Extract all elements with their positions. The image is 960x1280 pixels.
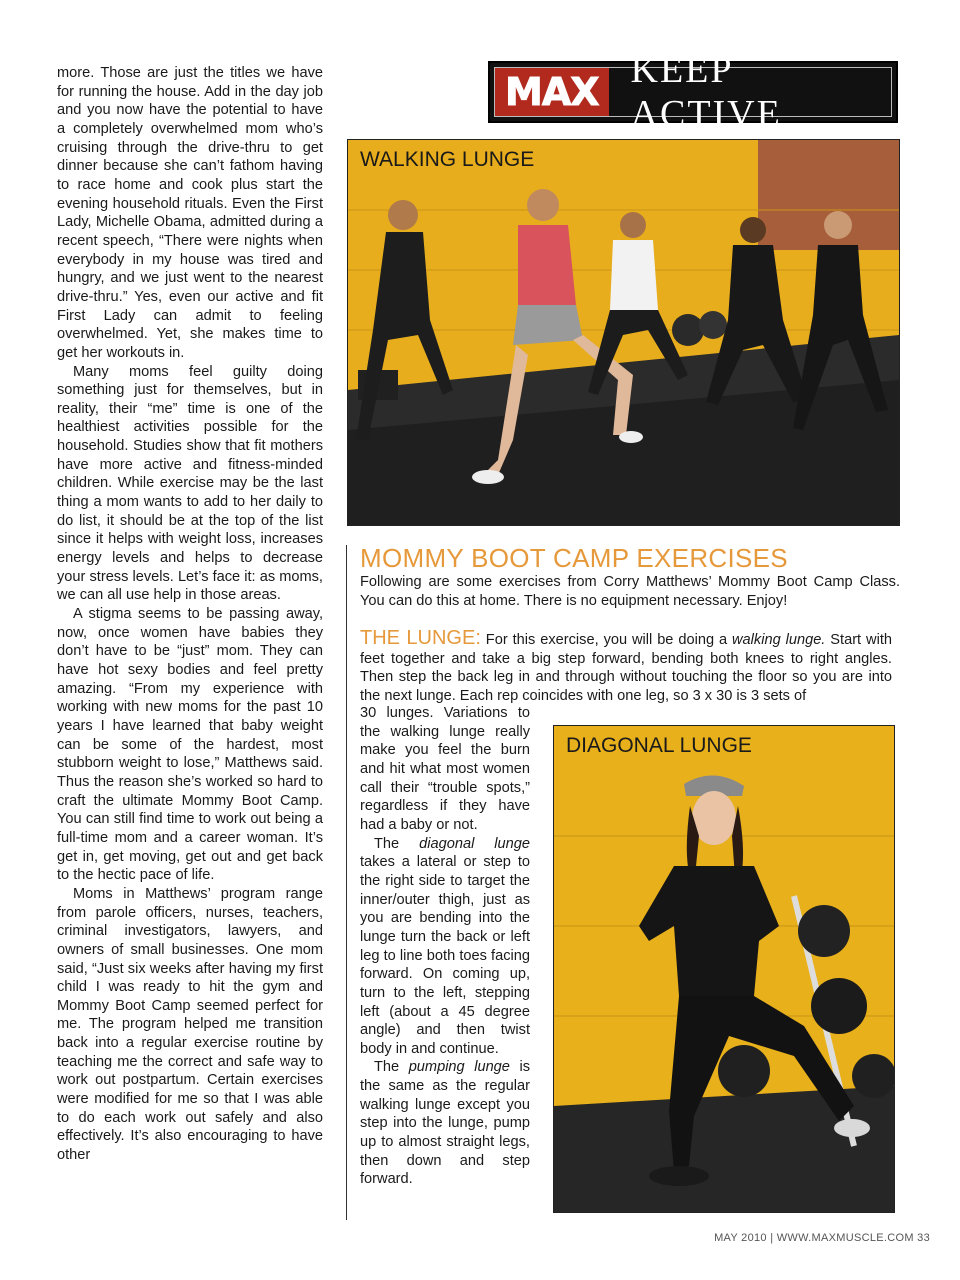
text: The: [374, 1059, 409, 1076]
walking-lunge-illustration: [348, 140, 899, 525]
lunge-heading: THE LUNGE:: [360, 627, 481, 649]
diagonal-lunge-illustration: [554, 726, 894, 1212]
paragraph: A stigma seems to be passing away, now, once women have babies they don’t have to be “just” mom. They can have hot sexy bodies and feel pretty amazing. “From my experience with working with new moms for the past 10 years I have learned that baby weight can be some of the hardest, most stubborn weight to lose,” Matthews said. Thus the reason she’s worked so hard to craft the ultimate Mommy Boot Camp. You can still find time to work out being a full-time mom and a career woman. It’s get in, get moving, get out and get back to the hectic pace of life.: [57, 606, 323, 884]
lunge-text: Start with feet together and take a big step forward, bending both knees to right angles. Then step the back leg in and through without touching the floor so you are into the next lunge. Each rep coincides with one leg, so 3 x 30 is 3 sets of: [360, 632, 892, 704]
text: takes a lateral or step to the right side to target the inner/outer thigh, just as you are bending into the lunge turn the back or left leg to line both toes facing forward. On coming up, turn to the left, stepping left (about a 45 degree angle) and then twist body in and continue.: [360, 854, 530, 1057]
emphasis: diagonal lunge: [419, 835, 530, 852]
page-footer: MAY 2010 | WWW.MAXMUSCLE.COM 33: [714, 1232, 930, 1244]
column-divider: [346, 545, 347, 1220]
text: The: [374, 835, 420, 852]
paragraph: 30 lunges. Variations to the walking lunge really make you feel the burn and hit what most women call their “trouble spots,” regardless if they have had a baby or not.: [360, 705, 530, 833]
photo-caption: WALKING LUNGE: [360, 148, 535, 171]
intro-paragraph: Following are some exercises from Corry Matthews’ Mommy Boot Camp Class. You can do this at home. There is no equipment necessary. Enjoy!: [360, 574, 900, 609]
diagonal-lunge-photo: [553, 725, 895, 1213]
section-banner: [488, 49, 898, 135]
paragraph: more. Those are just the titles we have for running the house. Add in the day job and you now have the potential to have a completely overwhelmed mom who’s cruising through the drive-thru to get dinner because she can’t fathom having to race home and cook plus start the evening household rituals. Even the First Lady, Michelle Obama, admitted during a recent speech, “There were nights when everybody in my house was tired and hungry, and we just went to the nearest drive-thru.” Yes, even our active and fit First Lady can admit to feeling overwhelmed. Yet, she makes time to get her workouts in.: [57, 65, 323, 361]
banner-frame: [494, 49, 892, 135]
section-title: KEEP ACTIVE: [630, 49, 782, 135]
lunge-text: For this exercise, you will be doing a: [480, 632, 733, 648]
left-column-text: [57, 64, 323, 1165]
lunge-emphasis: walking lunge.: [732, 632, 826, 648]
middle-column-text: [360, 704, 530, 1189]
article-title: MOMMY BOOT CAMP EXERCISES: [360, 543, 788, 573]
paragraph: Moms in Matthews’ program range from parole officers, nurses, teachers, criminal investigators, lawyers, and owners of small businesses. One mom said, “Just six weeks after having my first child I was ready to hit the gym and Mommy Boot Camp seemed perfect for me. The program helped me transition back into a regular exercise routine by teaching me the correct and safe way to work out postpartum. Certain exercises were modified for me so that I was able to do each work out safely and also effectively. It’s also encouraging to have other: [57, 885, 323, 1164]
photo-caption: DIAGONAL LUNGE: [566, 734, 752, 757]
paragraph: Many moms feel guilty doing something just for themselves, but in reality, their “me” time is one of the healthiest activities possible for the household. Studies show that fit mothers have more active and fitness-minded children. While exercise may be the last thing a mom wants to add to her daily to do list, it should be at the top of the list since it helps with weight loss, increases energy levels and helps to decrease your stress levels. Let’s face it: as moms, we can all use help in those areas.: [57, 363, 323, 604]
walking-lunge-photo: [347, 139, 900, 526]
max-logo: MAX: [495, 68, 609, 116]
paragraph: [360, 835, 530, 1059]
paragraph: [360, 1058, 530, 1189]
emphasis: pumping lunge: [408, 1059, 510, 1076]
text: is the same as the regular walking lunge except you step into the lunge, pump up to almost straight legs, then down and step forward.: [360, 1059, 530, 1188]
lunge-paragraph: [360, 629, 892, 706]
